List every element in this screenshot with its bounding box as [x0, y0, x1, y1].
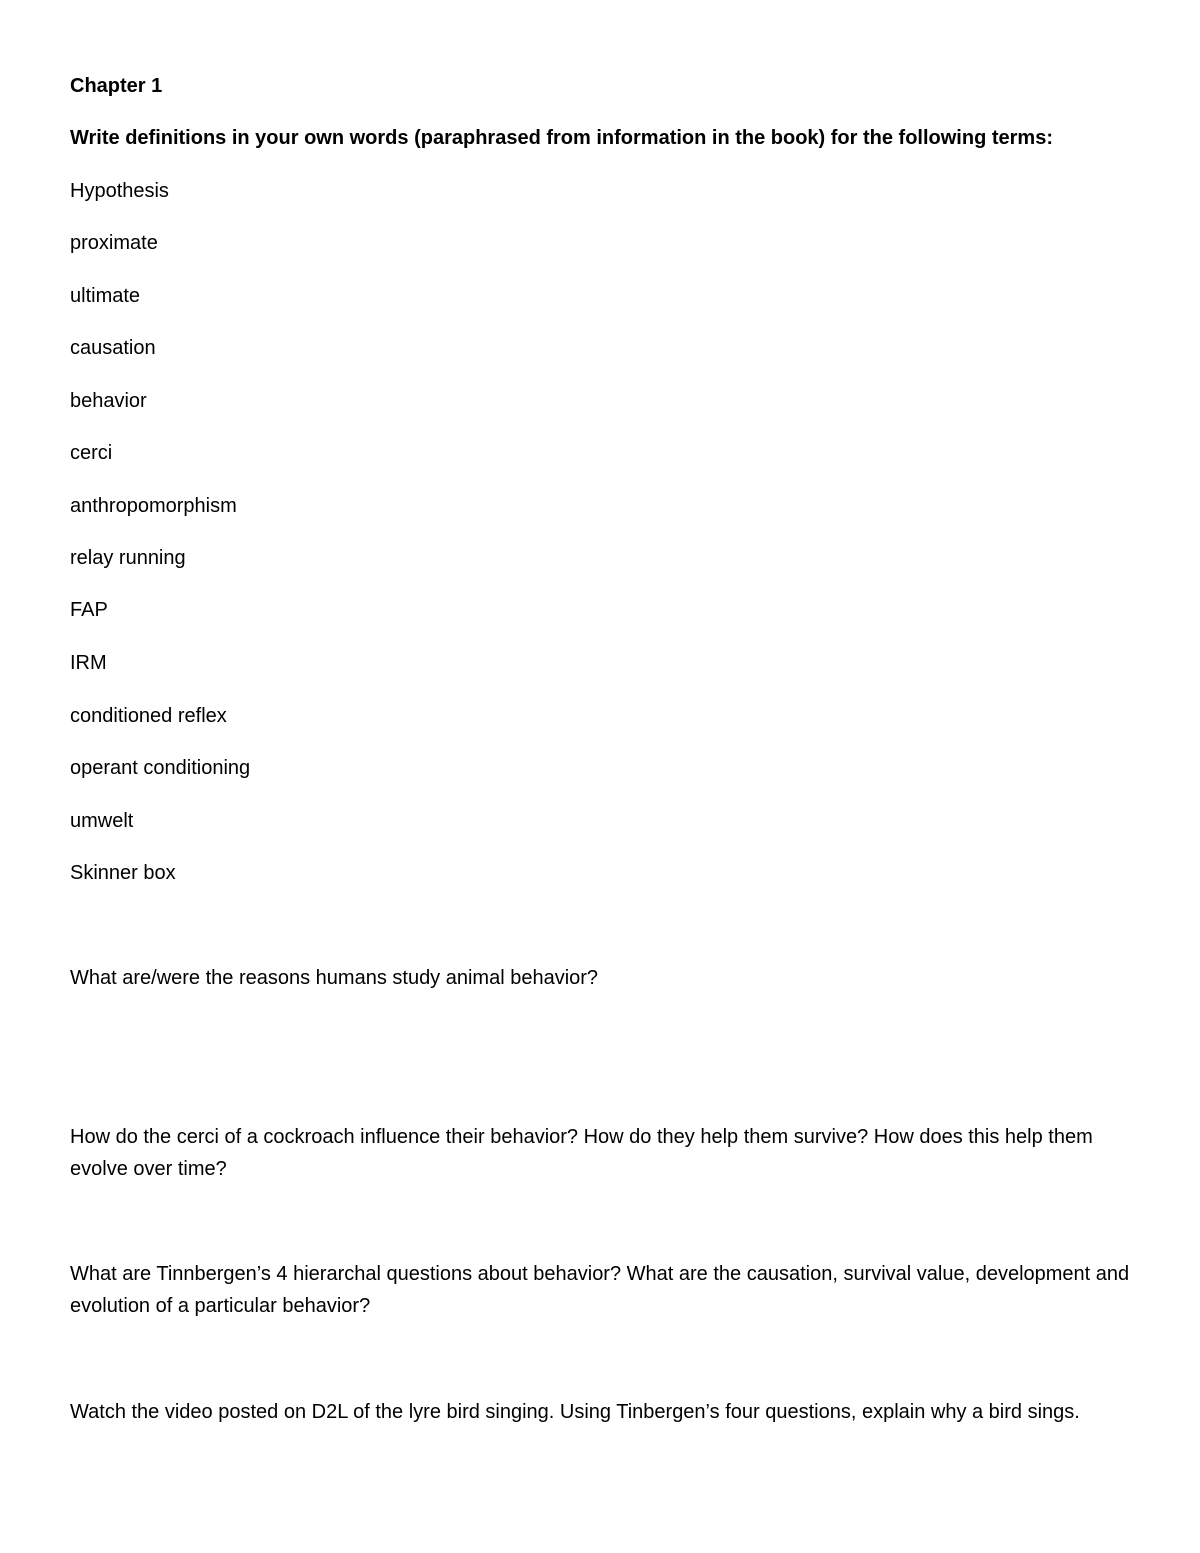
term-item: relay running — [70, 547, 186, 569]
question-item: What are Tinnbergen’s 4 hierarchal questions about behavior? What are the causation, survival value, development and evolution of a particular behavior? — [70, 1263, 1130, 1317]
term-item: IRM — [70, 652, 107, 674]
term-item: cerci — [70, 442, 113, 464]
term-item: behavior — [70, 390, 147, 412]
question-item: How do the cerci of a cockroach influence their behavior? How do they help them survive? How does this help them evolve over time? — [70, 1126, 1093, 1180]
term-item: Hypothesis — [70, 180, 169, 202]
term-item: causation — [70, 337, 156, 359]
chapter-heading: Chapter 1 — [70, 75, 163, 97]
term-item: ultimate — [70, 285, 141, 307]
term-item: proximate — [70, 232, 158, 254]
term-item: umwelt — [70, 810, 134, 832]
question-item: Watch the video posted on D2L of the lyre bird singing. Using Tinbergen’s four questions, explain why a bird sings. — [70, 1401, 1080, 1423]
term-item: operant conditioning — [70, 757, 251, 779]
term-item: Skinner box — [70, 862, 176, 884]
term-item: FAP — [70, 599, 108, 621]
question-item: What are/were the reasons humans study animal behavior? — [70, 967, 599, 989]
term-item: conditioned reflex — [70, 705, 227, 727]
instruction-text: Write definitions in your own words (paraphrased from information in the book) for the following terms: — [70, 127, 1053, 149]
term-item: anthropomorphism — [70, 495, 237, 517]
